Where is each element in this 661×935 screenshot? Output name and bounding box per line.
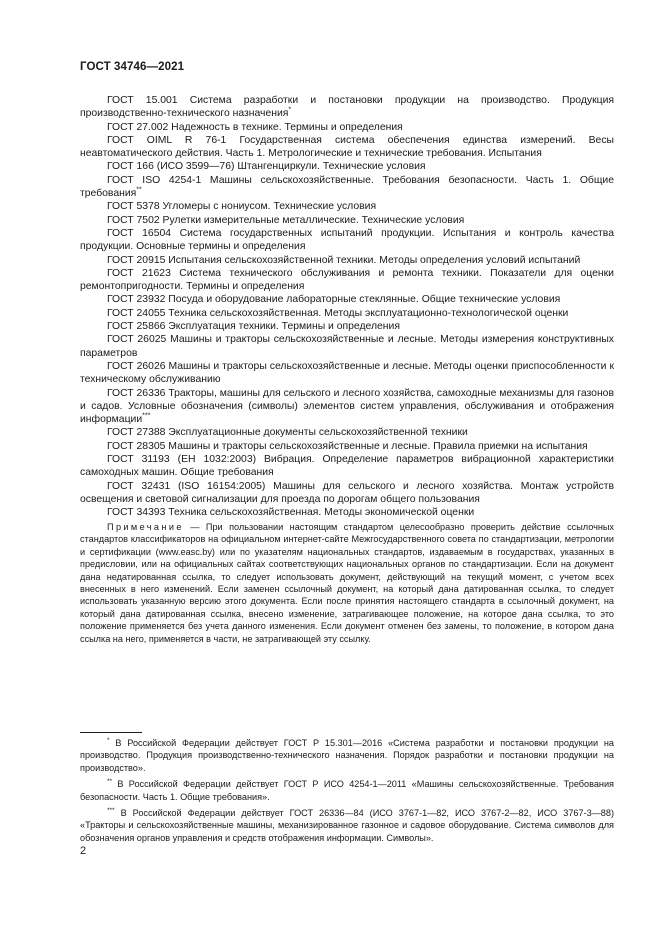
- reference-item: [80, 214, 614, 227]
- reference-item: [80, 453, 614, 480]
- footnote-text: В Российской Федерации действует ГОСТ Р ИСО 4254-1—2011 «Машины сельскохозяйственные. Требования безопасности. Часть 1. Общие требования».: [80, 779, 614, 802]
- reference-text: ГОСТ 26025 Машины и тракторы сельскохозяйственные и лесные. Методы измерения конструктивных параметров: [80, 334, 614, 359]
- reference-text: ГОСТ 15.001 Система разработки и постановки продукции на производство. Продукция производственно-технического назначения: [80, 95, 614, 120]
- reference-text: ГОСТ ISO 4254-1 Машины сельскохозяйственные. Требования безопасности. Часть 1. Общие требования: [80, 174, 614, 200]
- reference-item: [80, 94, 614, 121]
- reference-text: ГОСТ 25866 Эксплуатация техники. Термины и определения: [107, 321, 400, 333]
- reference-text: ГОСТ 32431 (ISO 16154:2005) Машины для сельского и лесного хозяйства. Монтаж устройств освещения и световой сигнализации для проезда по дорогам общего пользования: [80, 480, 614, 505]
- reference-item: [80, 426, 614, 439]
- reference-item: [80, 160, 614, 173]
- reference-text: ГОСТ 26336 Тракторы, машины для сельского и лесного хозяйства, самоходные механизмы для газонов и садов. Условные обозначения (символы) элементов систем управления, обслуживания и отображения информации: [80, 387, 614, 426]
- reference-item: [80, 387, 614, 427]
- reference-text: ГОСТ 27.002 Надежность в технике. Термины и определения: [107, 121, 403, 133]
- reference-text: ГОСТ 7502 Рулетки измерительные металлические. Технические условия: [107, 214, 465, 226]
- reference-item: [80, 254, 614, 267]
- footnote-text: В Российской Федерации действует ГОСТ 26336—84 (ИСО 3767-1—82, ИСО 3767-2—82, ИСО 3767-3—88) «Тракторы и сельскохозяйственные машины, механизированное газонное и садовое оборудование. Система символов для обозначения органов управления и средств отображения информации. Символы».: [80, 808, 614, 843]
- normative-references-list: [80, 94, 614, 520]
- footnote-item: [80, 737, 614, 774]
- footnote-item: [80, 807, 614, 844]
- reference-text: ГОСТ 34393 Техника сельскохозяйственная. Методы экономической оценки: [107, 507, 475, 519]
- reference-item: [80, 333, 614, 360]
- reference-item: [80, 134, 614, 161]
- reference-text: ГОСТ 23932 Посуда и оборудование лабораторные стеклянные. Общие технические условия: [107, 294, 561, 306]
- page-number: 2: [80, 845, 87, 857]
- reference-text: ГОСТ 31193 (ЕН 1032:2003) Вибрация. Определение параметров вибрационной характеристики самоходных машин. Общие требования: [80, 454, 614, 479]
- footnote-mark: ***: [107, 806, 115, 814]
- reference-text: ГОСТ 26026 Машины и тракторы сельскохозяйственные и лесные. Методы оценки приспособленности к техническому обслуживанию: [80, 360, 614, 386]
- reference-footnote-mark: *: [288, 106, 292, 114]
- note-paragraph: [80, 521, 614, 645]
- reference-text: ГОСТ 5378 Угломеры с нониусом. Технические условия: [107, 201, 377, 213]
- reference-text: ГОСТ 21623 Система технического обслуживания и ремонта техники. Показатели для оценки ремонтопригодности. Термины и определения: [80, 267, 614, 293]
- reference-text: ГОСТ OIML R 76-1 Государственная система обеспечения единства измерений. Весы неавтоматического действия. Часть 1. Метрологические и технические требования. Испытания: [80, 134, 614, 160]
- reference-item: [80, 307, 614, 320]
- reference-text: ГОСТ 28305 Машины и тракторы сельскохозяйственные и лесные. Правила приемки на испытания: [107, 440, 588, 452]
- reference-item: [80, 320, 614, 333]
- footnote-item: [80, 778, 614, 803]
- reference-item: [80, 480, 614, 507]
- reference-text: ГОСТ 166 (ИСО 3599—76) Штангенциркули. Технические условия: [107, 161, 426, 173]
- footnotes-block: [80, 737, 614, 848]
- footnote-mark: **: [107, 778, 113, 786]
- reference-footnote-mark: **: [136, 186, 142, 194]
- footnote-text: В Российской Федерации действует ГОСТ Р 15.301—2016 «Система разработки и постановки продукции на производство. Продукция производственно-технического назначения. Порядок разработки и постановки продукции на производство».: [80, 738, 614, 773]
- reference-text: ГОСТ 16504 Система государственных испытаний продукции. Испытания и контроль качества продукции. Основные термины и определения: [80, 227, 614, 253]
- reference-item: [80, 440, 614, 453]
- reference-footnote-mark: ***: [142, 412, 151, 420]
- reference-item: [80, 360, 614, 387]
- reference-text: ГОСТ 24055 Техника сельскохозяйственная. Методы эксплуатационно-технологической оценки: [107, 307, 569, 319]
- reference-item: [80, 121, 614, 134]
- footnote-divider: [80, 732, 142, 733]
- note-label: Примечание: [107, 522, 184, 532]
- reference-item: [80, 506, 614, 519]
- reference-item: [80, 174, 614, 201]
- page-header-title: ГОСТ 34746—2021: [80, 61, 185, 73]
- reference-item: [80, 200, 614, 213]
- reference-item: [80, 227, 614, 254]
- reference-text: ГОСТ 27388 Эксплуатационные документы сельскохозяйственной техники: [107, 427, 468, 439]
- note-text: — При пользовании настоящим стандартом целесообразно проверить действие ссылочных стандартов классификаторов на официальном интернет-сайте Межгосударственного совета по стандартизации, метрологии и сертификации (www.easc.by) или по указателям национальных стандартов, издаваемым в государствах, указанных в предисловии, или на официальных сайтах соответствующих национальных органов по стандартизации. Если на документ дана недатированная ссылка, то следует использовать документ, действующий на текущий момент, с учетом всех внесенных в него изменений. Если заменен ссылочный документ, на который дана датированная ссылка, то следует использовать указанную версию этого документа. Если после принятия настоящего стандарта в ссылочный документ, на который дана датированная ссылка, внесено изменение, затрагивающее положение, на которое дана ссылка, то это положение применяется без учета данного изменения. Если документ отменен без замены, то положение, в котором дана ссылка на него, применяется в части, не затрагивающей эту ссылку.: [80, 522, 614, 644]
- reference-item: [80, 293, 614, 306]
- reference-text: ГОСТ 20915 Испытания сельскохозяйственной техники. Методы определения условий испытаний: [107, 254, 581, 266]
- footnote-mark: *: [107, 736, 110, 744]
- reference-item: [80, 267, 614, 294]
